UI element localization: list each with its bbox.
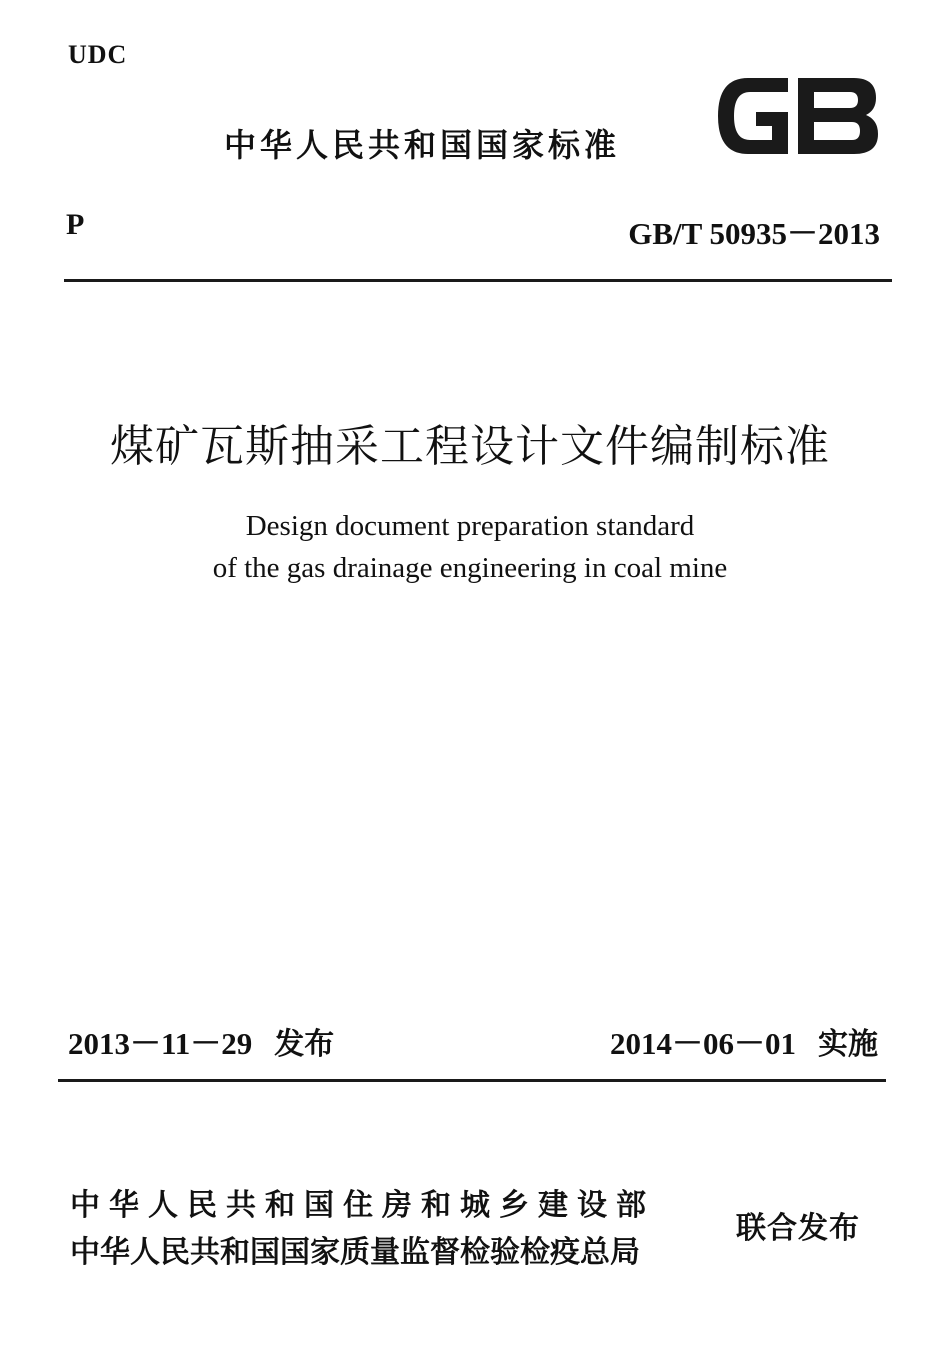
gb-logo	[714, 72, 880, 160]
issue-label: 发布	[274, 1027, 335, 1062]
issue-date-block	[68, 1018, 334, 1063]
title-english-line2: of the gas drainage engineering in coal mine	[212, 552, 728, 584]
gb-logo-g	[718, 78, 788, 154]
implement-date: 2014－06－01	[610, 1026, 796, 1061]
title-english-line1: Design document preparation standard	[245, 510, 695, 542]
title-chinese: 煤矿瓦斯抽采工程设计文件编制标准	[110, 421, 830, 472]
national-standard-heading: 中华人民共和国国家标准	[224, 126, 621, 164]
classification-code: P	[66, 208, 85, 241]
implement-date-block	[610, 1018, 878, 1063]
issuing-authority-1: 中华人民共和国住房和城乡建设部	[70, 1188, 655, 1223]
joint-issue-label: 联合发布	[736, 1211, 860, 1246]
issuing-authority-2: 中华人民共和国国家质量监督检验检疫总局	[70, 1235, 640, 1270]
footer-divider	[58, 1079, 886, 1082]
gb-logo-b	[798, 78, 878, 154]
header-divider	[64, 279, 892, 282]
standard-number: GB/T 50935－2013	[628, 216, 880, 251]
implement-label: 实施	[818, 1027, 878, 1062]
udc-label: UDC	[68, 40, 128, 69]
issue-date: 2013－11－29	[68, 1026, 253, 1061]
title-english	[0, 505, 940, 589]
